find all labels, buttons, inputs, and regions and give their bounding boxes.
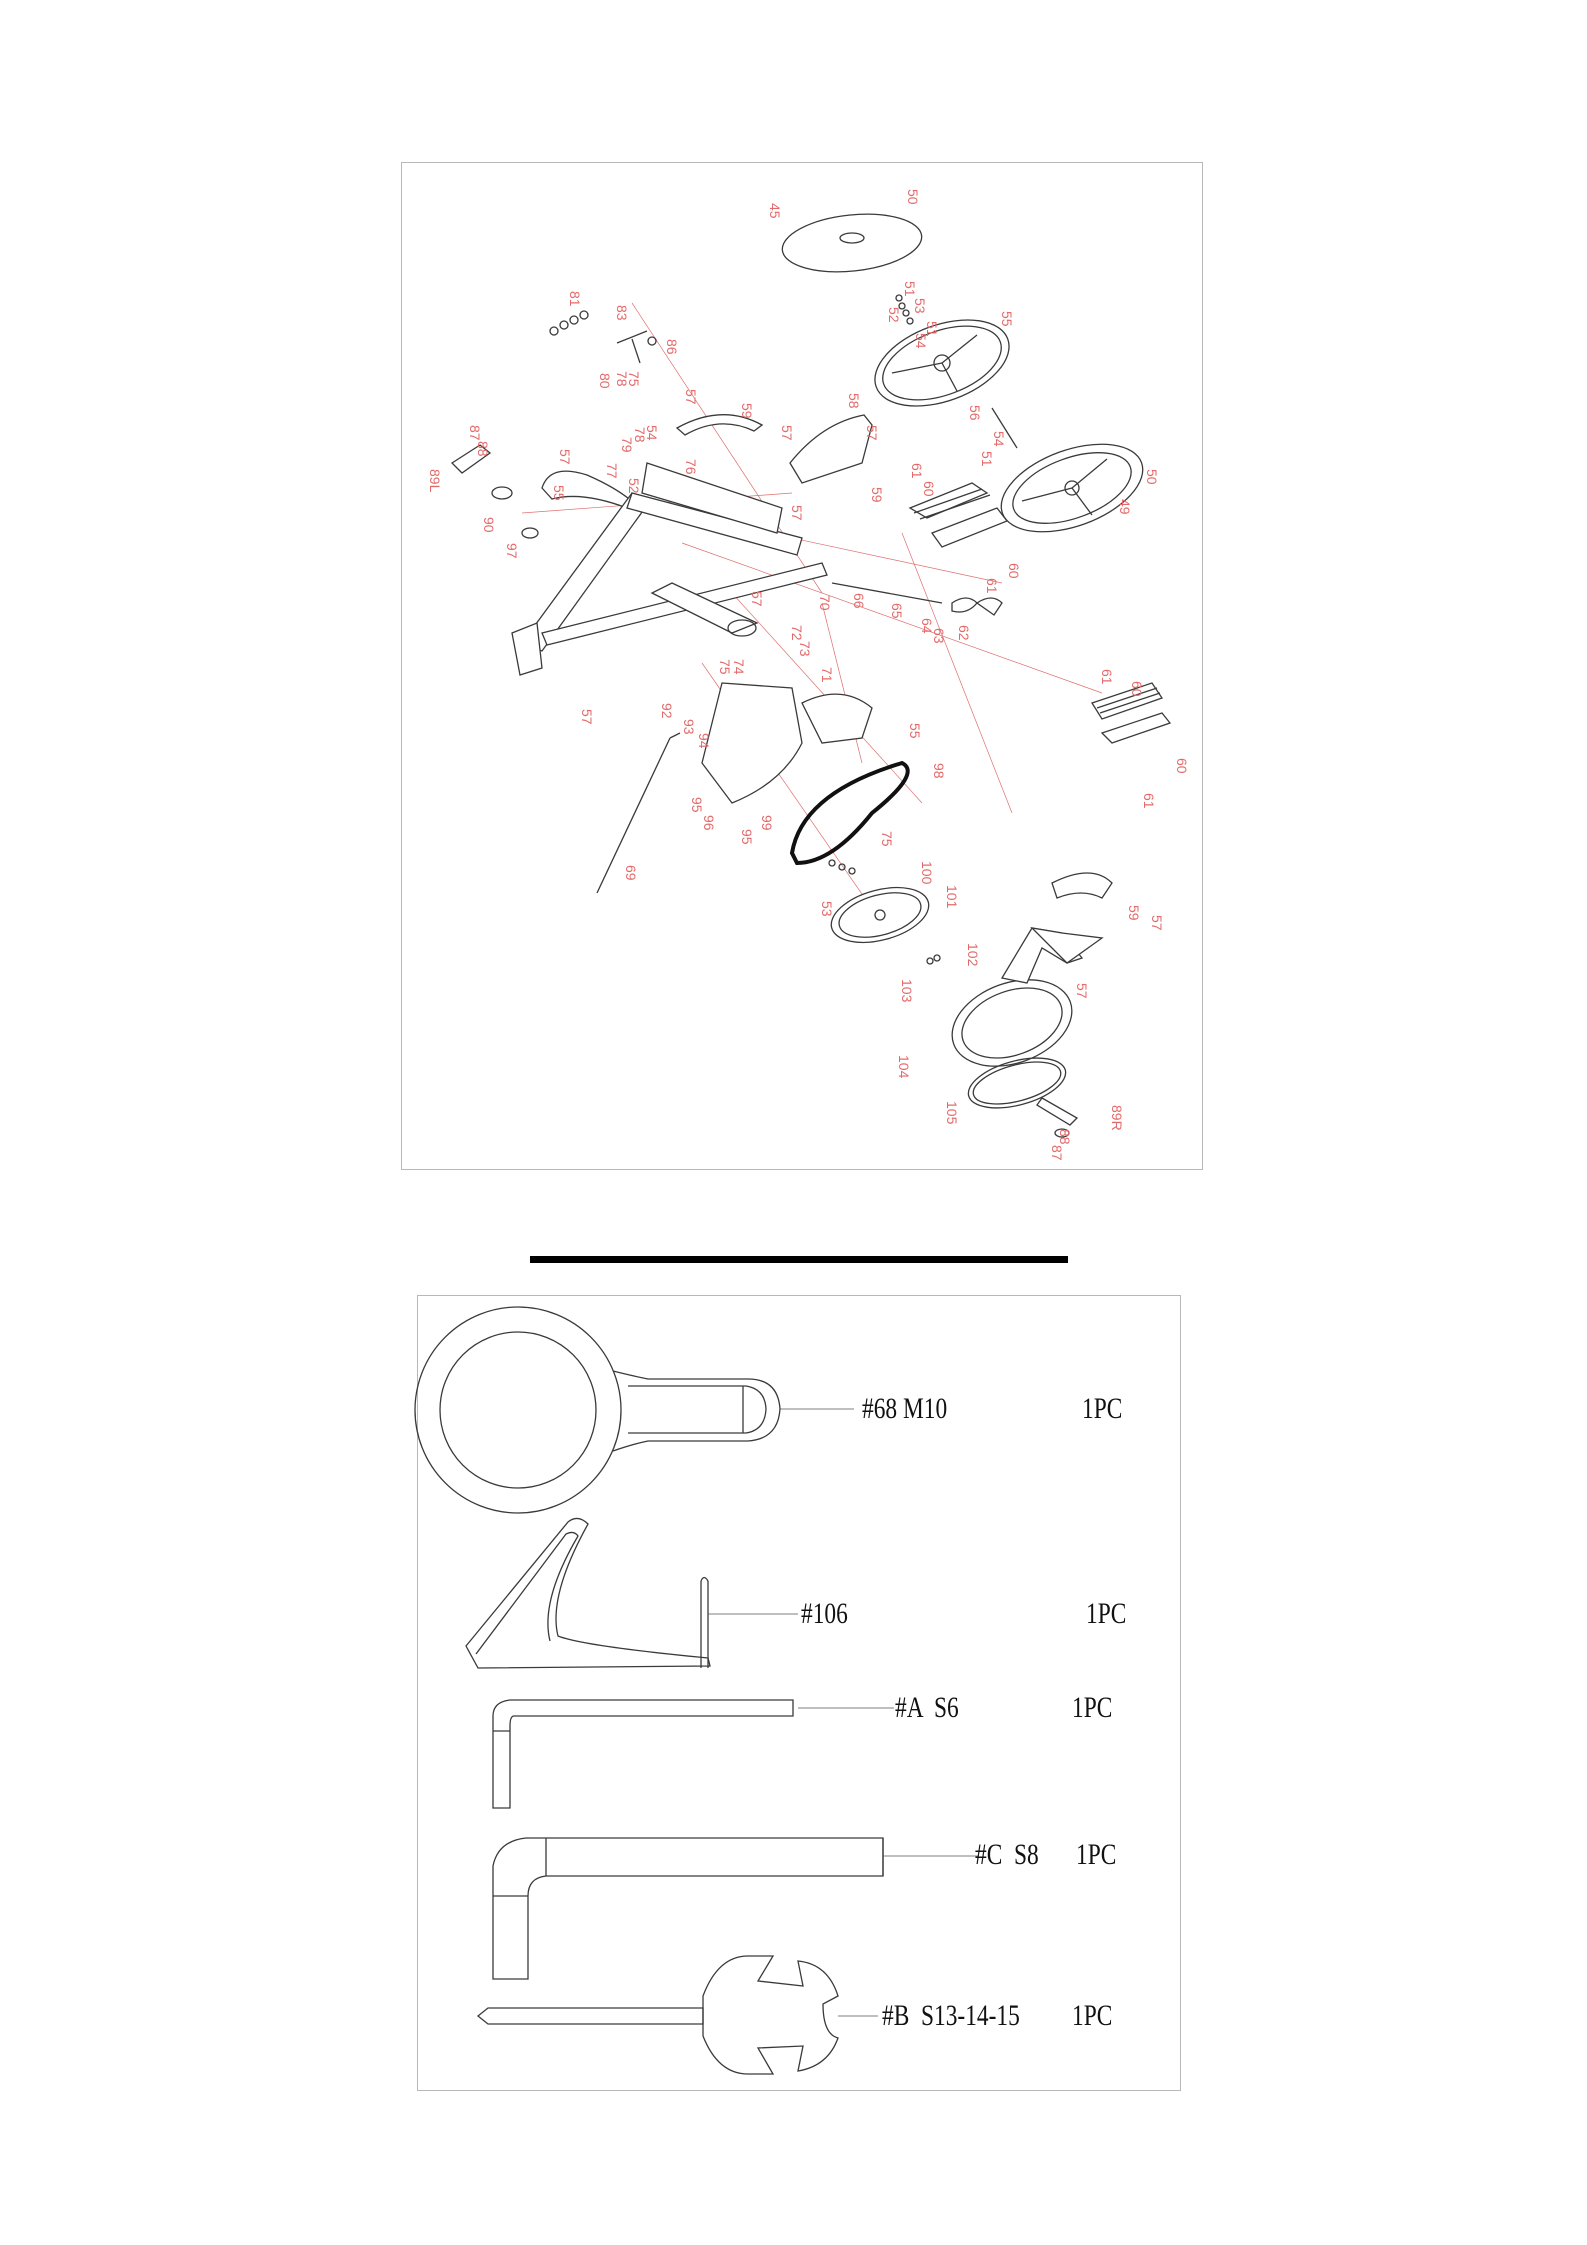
part-number-p54b: 54 [991,431,1007,447]
part-number-p95a: 95 [689,797,705,813]
bracket-tool [466,1518,798,1668]
part-number-p103: 103 [899,979,915,1003]
part-number-p76: 76 [683,459,699,475]
part-number-p45: 45 [767,203,783,219]
part-number-p52: 52 [886,307,902,323]
part-number-p98: 98 [931,763,947,779]
part-number-p60c: 60 [1129,681,1145,697]
part-number-p61a: 61 [909,463,925,479]
part-number-p55c: 55 [907,723,923,739]
part-number-p55a: 55 [999,311,1015,327]
tools-drawing [418,1296,1180,2090]
part-number-p78a: 78 [614,371,630,387]
part-number-p57f: 57 [749,591,765,607]
tool-code-106: #106 [801,1597,848,1630]
part-number-p92: 92 [659,703,675,719]
part-number-p64: 64 [919,618,935,634]
part-number-p57b: 57 [779,425,795,441]
part-number-p61c: 61 [1099,669,1115,685]
exploded-diagram-drawing [402,163,1202,1169]
tool-qty-106: 1PC [1086,1597,1127,1630]
multi-wrench-tool [478,1956,878,2074]
part-number-p59b: 59 [869,487,885,503]
leader-lines [522,303,1102,923]
section-divider [530,1256,1068,1263]
tool-code-68-m10: #68 M10 [862,1392,948,1425]
part-number-p60d: 60 [1174,758,1190,774]
drive-belt [792,763,908,863]
part-number-p89R: 89R [1109,1105,1125,1131]
part-number-p75c: 75 [879,831,895,847]
part-number-p54c: 54 [644,425,660,441]
part-number-p57c: 57 [864,425,880,441]
part-number-p79: 79 [619,437,635,453]
part-number-p87b: 87 [1049,1145,1065,1161]
part-number-p50a: 50 [905,189,921,205]
tool-code-c-s8: #C S8 [975,1838,1039,1871]
part-number-p93: 93 [681,719,697,735]
part-number-p52b: 52 [626,478,642,494]
part-number-p51a: 51 [902,281,918,297]
part-number-p80: 80 [597,373,613,389]
part-number-p75a: 75 [626,371,642,387]
part-number-p55b: 55 [551,485,567,501]
part-number-p104: 104 [896,1055,912,1079]
part-number-p102: 102 [965,943,981,967]
part-number-p100: 100 [919,861,935,885]
part-number-p57e: 57 [789,505,805,521]
part-number-p51b: 51 [924,321,940,337]
part-number-p60b: 60 [1006,563,1022,579]
part-number-p59a: 59 [739,403,755,419]
flywheel-cover-disc [779,208,924,278]
part-number-p105: 105 [944,1101,960,1125]
part-number-p57d: 57 [557,449,573,465]
ring-wrench-tool [415,1307,854,1513]
shroud-panel-58 [790,415,872,483]
part-number-p96: 96 [701,815,717,831]
allen-key-s6-tool [493,1700,894,1808]
part-number-p75b: 75 [717,659,733,675]
part-number-p69: 69 [623,865,639,881]
part-number-p81: 81 [567,291,583,307]
pulley [825,878,935,952]
part-number-p57h: 57 [1149,915,1165,931]
part-number-p97: 97 [504,543,520,559]
part-number-p58: 58 [846,393,862,409]
rear-shroud [1052,873,1112,898]
part-number-p57a: 57 [683,389,699,405]
part-number-p53: 53 [912,298,928,314]
part-number-p63: 63 [931,628,947,644]
part-number-p83: 83 [614,305,630,321]
part-number-p101: 101 [944,885,960,909]
part-number-p70: 70 [817,595,833,611]
part-number-p66: 66 [851,593,867,609]
part-number-p90: 90 [481,517,497,533]
part-number-p94: 94 [696,733,712,749]
part-number-p78b: 78 [632,427,648,443]
part-number-p71: 71 [819,667,835,683]
part-number-p54a: 54 [913,333,929,349]
part-number-p89L: 89L [427,469,443,493]
part-number-p77: 77 [604,463,620,479]
part-number-p60a: 60 [921,481,937,497]
included-tools-panel [417,1295,1181,2091]
part-number-p59c: 59 [1126,905,1142,921]
part-number-p53b: 53 [819,901,835,917]
part-number-p57i: 57 [1074,983,1090,999]
part-number-p86: 86 [664,339,680,355]
part-number-labels [427,189,1190,1161]
part-number-p74: 74 [731,659,747,675]
part-number-p72: 72 [789,625,805,641]
part-number-p62: 62 [956,625,972,641]
tool-code-a-s6: #A S6 [895,1691,959,1724]
part-number-p88a: 88 [475,441,491,457]
flywheel-cover-ring [989,427,1154,549]
part-number-p50b: 50 [1144,469,1160,485]
exploded-parts-diagram [401,162,1203,1170]
tool-qty-b-s13-14-15: 1PC [1072,1999,1113,2032]
part-number-p99: 99 [759,815,775,831]
tool-qty-c-s8: 1PC [1076,1838,1117,1871]
part-number-p51c: 51 [979,451,995,467]
part-number-p73: 73 [797,641,813,657]
part-number-p61b: 61 [984,578,1000,594]
part-number-p49: 49 [1117,499,1133,515]
tool-code-b-s13-14-15: #B S13-14-15 [882,1999,1020,2032]
part-number-p88b: 88 [1057,1129,1073,1145]
part-number-p95b: 95 [739,829,755,845]
tool-qty-a-s6: 1PC [1072,1691,1113,1724]
rear-base [940,928,1102,1082]
part-number-p87a: 87 [467,425,483,441]
adjuster-knob-assembly [550,311,656,363]
part-number-p65: 65 [889,603,905,619]
tool-qty-68-m10: 1PC [1082,1392,1123,1425]
part-number-p61d: 61 [1141,793,1157,809]
part-number-p56: 56 [967,405,983,421]
part-number-p57g: 57 [579,709,595,725]
